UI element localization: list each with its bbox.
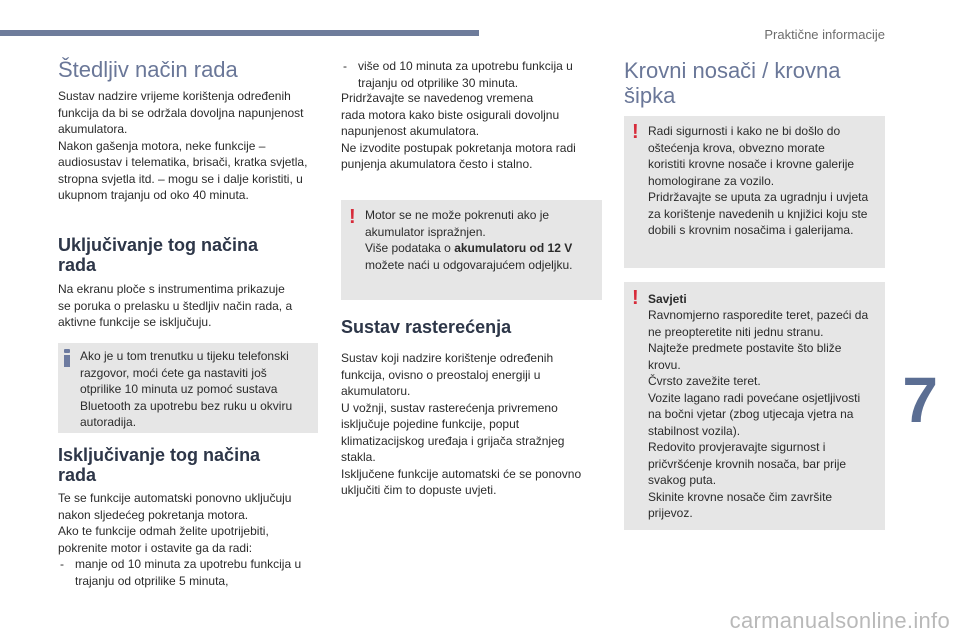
heading-activation: Uključivanje tog načina rada — [58, 235, 259, 275]
battery-link-text: akumulatoru od 12 V — [454, 241, 573, 255]
header-bar — [0, 30, 479, 36]
warning-box-roof — [624, 116, 885, 268]
watermark: carmanualsonline.info — [729, 608, 950, 633]
bullet-item: više od 10 minuta za upotrebu funkcija u trajanju od otprilike 30 minuta. — [358, 59, 573, 90]
bullet-dash: - — [60, 557, 64, 571]
warning-box-text — [365, 207, 599, 273]
title-roof-bars: Krovni nosači / krovna šipka — [624, 58, 841, 108]
intro-text: Sustav nadzire vrijeme korištenja određenih funkcija da bi se održala dovoljna napunjenost akumulatora. Nakon gašenja motora, neke funkcije – audiosustav i telematika, brisači, kratka svjetla, stropna svjetla itd. – mogu se i dalje koristiti, u ukupnom trajanju od oko 40 minuta. — [58, 89, 308, 202]
tips-text: Ravnomjerno rasporedite teret, pazeći da ne preopteretite niti jednu stranu. Najteže predmete postavite što bliže krovu. Čvrsto zavežite teret. Vozite lagano radi povećane osjetljivosti na bočni vjetar (zbog utjecaja vjetra na stabilnost vozila). Redovito provjeravajte sigurnost i pričvršćenje krovnih nosača, bar prije svakog puta. Skinite krovne nosače čim završite prijevoz. — [648, 308, 869, 520]
info-box-text: Ako je u tom trenutku u tijeku telefonski razgovor, moći ćete ga nastaviti još otprilike 10 minuta uz pomoć sustava Bluetooth za upotrebu bez ruku u okviru autoradija. — [80, 349, 293, 429]
chapter-number: 7 — [902, 364, 938, 436]
heading-load-shedding: Sustav rasterećenja — [341, 317, 512, 337]
load-shedding-text: Sustav koji nadzire korištenje određenih funkcija, ovisno o preostaloj energiji u akumulatoru. U vožnji, sustav rasterećenja privremeno isključuje pojedine funkcije, poput klimatizacijskog uređaja i grijača stražnjeg stakla. Isključene funkcije automatski će se ponovno uključiti čim to dopuste uvjeti. — [341, 351, 582, 497]
tips-box — [624, 282, 885, 530]
warning-icon: ! — [632, 121, 639, 143]
tips-label: Savjeti — [648, 292, 687, 306]
warning-icon: ! — [632, 287, 639, 309]
operating-time-text: Pridržavajte se navedenog vremena rada motora kako biste osigurali dovoljnu napunjenost akumulatora. Ne izvodite postupak pokretanja motora radi punjenja akumulatora često i stalno. — [341, 91, 576, 171]
title-economy-mode: Štedljiv način rada — [58, 57, 238, 82]
activation-text: Na ekranu ploče s instrumentima prikazuje se poruka o prelasku u štedljiv način rada, a aktivne funkcije se isključuju. — [58, 282, 293, 329]
warning-box-text: Radi sigurnosti i kako ne bi došlo do oštećenja krova, obvezno morate koristiti krovne nosače i krovne galerije homologirane za vozilo. Pridržavajte se uputa za ugradnju i uvjeta za korištenje navedenih u knjižici koju ste dobili s krovnim nosačima i galerijama. — [648, 124, 869, 237]
info-icon — [64, 349, 70, 366]
deactivation-text: Te se funkcije automatski ponovno uključuju nakon sljedećeg pokretanja motora. Ako te funkcije odmah želite upotrijebiti, pokrenite motor i ostavite ga da radi: — [58, 491, 292, 555]
warning-text-part1: Motor se ne može pokrenuti ako je akumulator ispražnjen. Više podataka o — [365, 208, 550, 255]
warning-icon: ! — [349, 206, 356, 228]
warning-box-battery — [341, 200, 602, 300]
info-box — [58, 343, 318, 433]
bullet-dash: - — [343, 59, 347, 73]
heading-deactivation: Isključivanje tog načina rada — [58, 445, 261, 485]
section-title: Praktične informacije — [764, 27, 885, 42]
warning-text-part2: možete naći u odgovarajućem odjeljku. — [365, 257, 573, 272]
bullet-item: manje od 10 minuta za upotrebu funkcija u trajanju od otprilike 5 minuta, — [75, 557, 302, 588]
